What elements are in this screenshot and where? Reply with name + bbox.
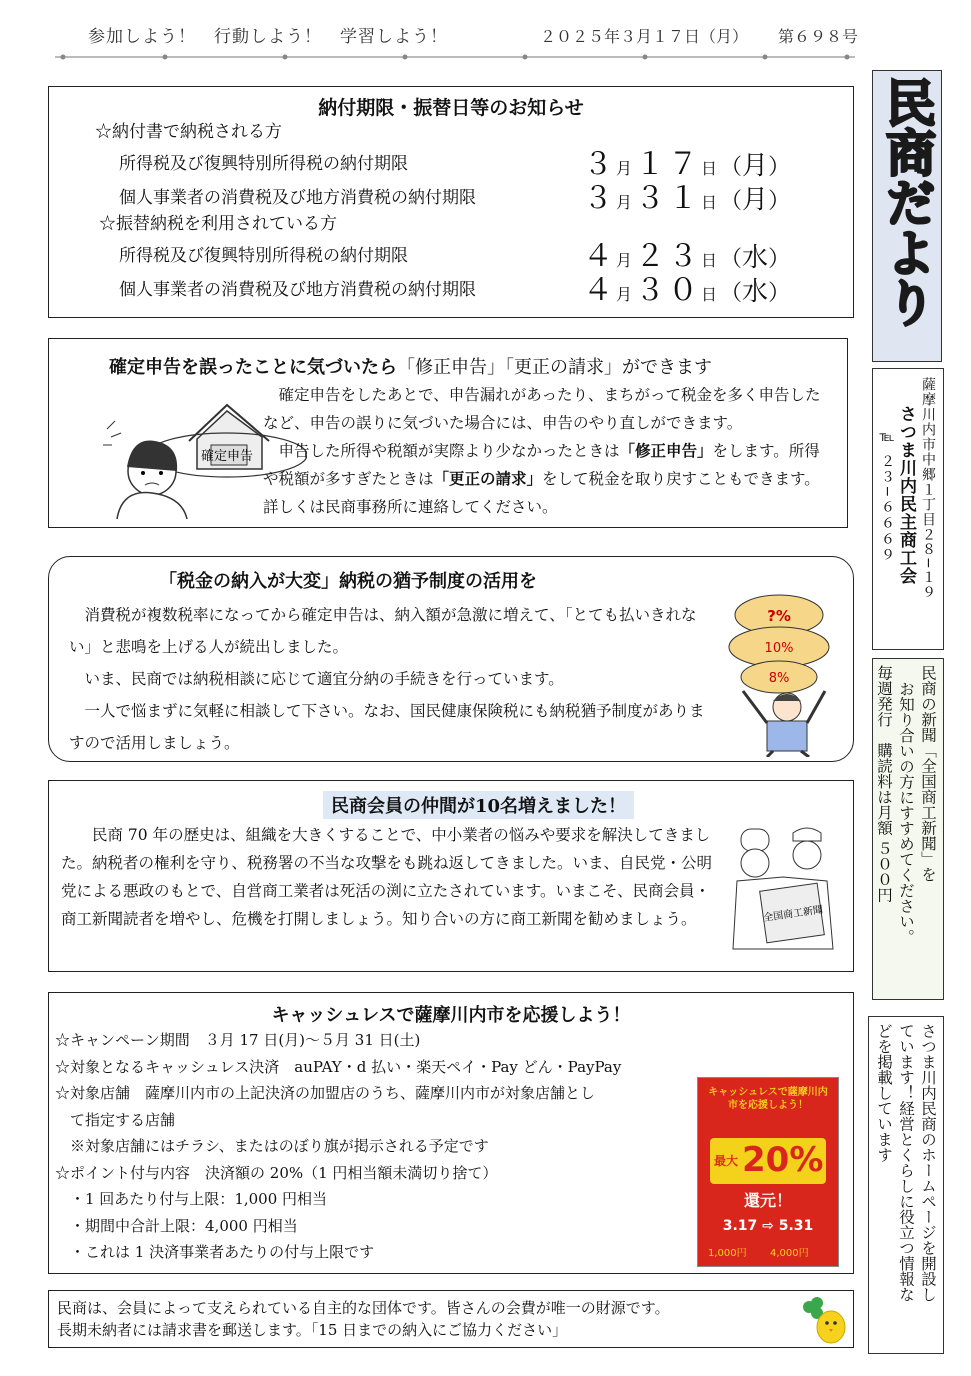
- homepage-ad-line3: どを掲載しています: [875, 1023, 893, 1163]
- month-unit: 月: [616, 251, 636, 270]
- deadline-month: ４: [583, 239, 616, 274]
- paren-open: （: [720, 189, 743, 214]
- newspaper-ad-line2: お知り合いの方にすすめてください。: [897, 681, 915, 945]
- poster-return: 還元！: [743, 1191, 792, 1210]
- org-name: さつま川内民主商工会: [896, 405, 916, 585]
- chick-clover-icon: [797, 1295, 849, 1345]
- deadline-day: ３０: [635, 273, 702, 308]
- illus-rate-unknown: ?%: [767, 607, 791, 625]
- poster-limit-2: 4,000円: [770, 1248, 809, 1259]
- cashless-line: て指定する店舗: [55, 1110, 176, 1129]
- month-unit: 月: [616, 159, 636, 178]
- cashless-line: ・1 回あたり付与上限：1,000 円相当: [55, 1190, 328, 1208]
- deadline-day: ２３: [635, 239, 702, 274]
- month-unit: 月: [616, 285, 636, 304]
- illus-rate-10: 10%: [764, 641, 794, 656]
- correction-paragraph-1: 確定申告をしたあとで、申告漏れがあったり、まちがって税金を多く申告したなど、申告の誤りに気づいた場合には、申告のやり直しができます。: [263, 386, 821, 432]
- fee-notice-line2: 長期未納者には請求書を郵送します。「15 日までの納入にご協力ください」: [57, 1321, 568, 1339]
- deadline-notice: [48, 86, 854, 318]
- deadline-weekday: 月: [742, 185, 769, 215]
- deadline-row-label: 個人事業者の消費税及び地方消費税の納付期限: [119, 188, 476, 208]
- deadline-weekday: 水: [742, 277, 769, 307]
- newspaper-ad-line1: 民商の新聞「全国商工新聞」を: [919, 665, 937, 882]
- cashless-line: ・これは 1 決済事業者あたりの付与上限です: [55, 1243, 375, 1261]
- deferral-notice: [48, 556, 854, 762]
- correction-title-bold: 確定申告を誤ったことに気づいたら: [109, 357, 397, 378]
- illus-label-newspaper: 全国商工新聞: [762, 904, 824, 924]
- deadline-row-date: [583, 173, 790, 217]
- poster-discount: 20%: [742, 1140, 824, 1180]
- deferral-body: [69, 599, 715, 759]
- deadline-weekday: 水: [742, 243, 769, 273]
- fee-notice-line1: 民商は、会員によって支えられている自主的な団体です。皆さんの会費が唯一の財源です。: [57, 1299, 670, 1317]
- poster-dates: 3.17 ⇨ 5.31: [722, 1218, 814, 1234]
- deadline-row-label: 所得税及び復興特別所得税の納付期限: [119, 246, 408, 266]
- paren-open: （: [720, 247, 743, 272]
- illus-rate-8: 8%: [768, 671, 790, 686]
- cashless-title: キャッシュレスで薩摩川内市を応援しよう！: [271, 1005, 631, 1026]
- correction-notice: [48, 338, 848, 528]
- deadline-row-label: 個人事業者の消費税及び地方消費税の納付期限: [119, 280, 476, 300]
- deferral-paragraph-1: 消費税が複数税率になってから確定申告は、納入額が急激に増えて、「とても払いきれない」と悲鳴を上げる人が続出しました。: [69, 606, 697, 656]
- paren-open: （: [720, 281, 743, 306]
- members-notice: [48, 780, 854, 972]
- poster-max-label: 最大: [714, 1154, 739, 1168]
- cashless-line: ☆ポイント付与内容 決済額の 20%（1 円相当額未満切り捨て）: [55, 1163, 498, 1182]
- homepage-ad: [868, 1016, 944, 1354]
- deadline-day: ３１: [635, 181, 702, 216]
- header-divider: [55, 52, 855, 62]
- deferral-paragraph-3: 一人で悩まずに気軽に相談して下さい。なお、国民健康保険税にも納税猶予制度がありますので活用しましょう。: [69, 702, 705, 752]
- org-address: 薩摩川内市中郷１丁目２８−１９: [920, 377, 936, 600]
- deadline-group-payment-slip: ☆納付書で納税される方: [95, 122, 282, 142]
- cashless-details: [55, 1027, 735, 1266]
- day-unit: 日: [701, 285, 721, 304]
- paren-open: （: [720, 155, 743, 180]
- paren-close: ）: [768, 247, 791, 272]
- paren-close: ）: [768, 155, 791, 180]
- members-body: 民商 70 年の歴史は、組織を大きくすることで、中小業者の悩みや要求を解決してきました。納税者の権利を守り、税務署の不当な攻撃をも跳ね返してきました。いま、自民党・公明党による悪政のもとで、自営商工業者は死活の渕に立たされています。いまこそ、民商会員・商工新聞読者を増やし、危機を打開しましょう。知り合いの方に商工新聞を勧めましょう。: [61, 826, 713, 928]
- cashless-line: ☆対象店舗 薩摩川内市の上記決済の加盟店のうち、薩摩川内市が対象店舗とし: [55, 1084, 596, 1102]
- correction-title: [109, 353, 712, 379]
- issue-date: ２０２５年３月１７日（月）: [540, 27, 749, 46]
- poster-limit-1: 1,000円: [708, 1248, 747, 1259]
- day-unit: 日: [701, 193, 721, 212]
- correction-title-rest: 「修正申告」「更正の請求」ができます: [397, 357, 712, 378]
- members-title: 民商会員の仲間が10名増えました！: [323, 791, 634, 819]
- newspaper-ad: [872, 658, 944, 1000]
- org-info: [872, 368, 944, 650]
- poster-discount-block: [710, 1138, 826, 1184]
- masthead-title: 民商だより: [878, 77, 936, 327]
- homepage-ad-line2: ています！経営とくらしに役立つ情報な: [897, 1023, 915, 1302]
- tax-burden-illustration: [717, 575, 847, 757]
- poster-headline: キャッシュレスで薩摩川内市を応援しよう！: [708, 1087, 828, 1111]
- header-slogan: 参加しよう！ 行動しよう！ 学習しよう！: [88, 27, 448, 47]
- issue-number: 第６９８号: [778, 27, 859, 46]
- correction-paragraph-2: 申告した所得や税額が実際より少なかったときは「修正申告」をします。所得や税額が多すぎたときは「更正の請求」をして税金を取り戻すこともできます。詳しくは民商事務所に連絡してください。: [263, 441, 820, 516]
- campaign-poster: [697, 1077, 839, 1267]
- illus-label-tax-return: 確定申告: [200, 449, 254, 464]
- deferral-paragraph-2: いま、民商では納税相談に応じて適宜分納の手続きを行っています。: [84, 670, 564, 688]
- deadline-month: ３: [583, 147, 616, 182]
- cashless-campaign: [48, 992, 854, 1274]
- deadline-group-transfer: ☆振替納税を利用されている方: [99, 214, 337, 234]
- masthead: [872, 70, 942, 362]
- deadline-row-label: 所得税及び復興特別所得税の納付期限: [119, 154, 408, 174]
- homepage-ad-line1: さつま川内民商のホームページを開設し: [919, 1023, 937, 1302]
- deadline-month: ４: [583, 273, 616, 308]
- day-unit: 日: [701, 159, 721, 178]
- deadline-day: １７: [635, 147, 702, 182]
- cashless-line: ※対象店舗にはチラシ、またはのぼり旗が掲示される予定です: [55, 1137, 489, 1155]
- paren-close: ）: [768, 189, 791, 214]
- cashless-line: ☆対象となるキャッシュレス決済 auPAY・d 払い・楽天ペイ・Pay どん・PayPay: [55, 1057, 622, 1076]
- cashless-line: ・期間中合計上限：4,000 円相当: [55, 1216, 298, 1235]
- paren-close: ）: [768, 281, 791, 306]
- month-unit: 月: [616, 193, 636, 212]
- deadline-title: 納付期限・振替日等のお知らせ: [318, 97, 584, 119]
- deadline-row-date: [583, 265, 790, 309]
- day-unit: 日: [701, 251, 721, 270]
- newspaper-ad-line3: 毎週発行 購読料は月額 ５００円: [875, 665, 893, 903]
- chefs-newspaper-illustration: [723, 821, 843, 951]
- cashless-line: ☆キャンペーン期間 ３月 17 日(月)～５月 31 日(土): [55, 1031, 421, 1049]
- org-tel: ℡ ２３−６６６９: [879, 429, 895, 564]
- deadline-month: ３: [583, 181, 616, 216]
- deadline-weekday: 月: [742, 151, 769, 181]
- membership-fee-notice: [48, 1290, 854, 1348]
- deferral-title: 「税金の納入が大変」納税の猶予制度の活用を: [159, 571, 537, 592]
